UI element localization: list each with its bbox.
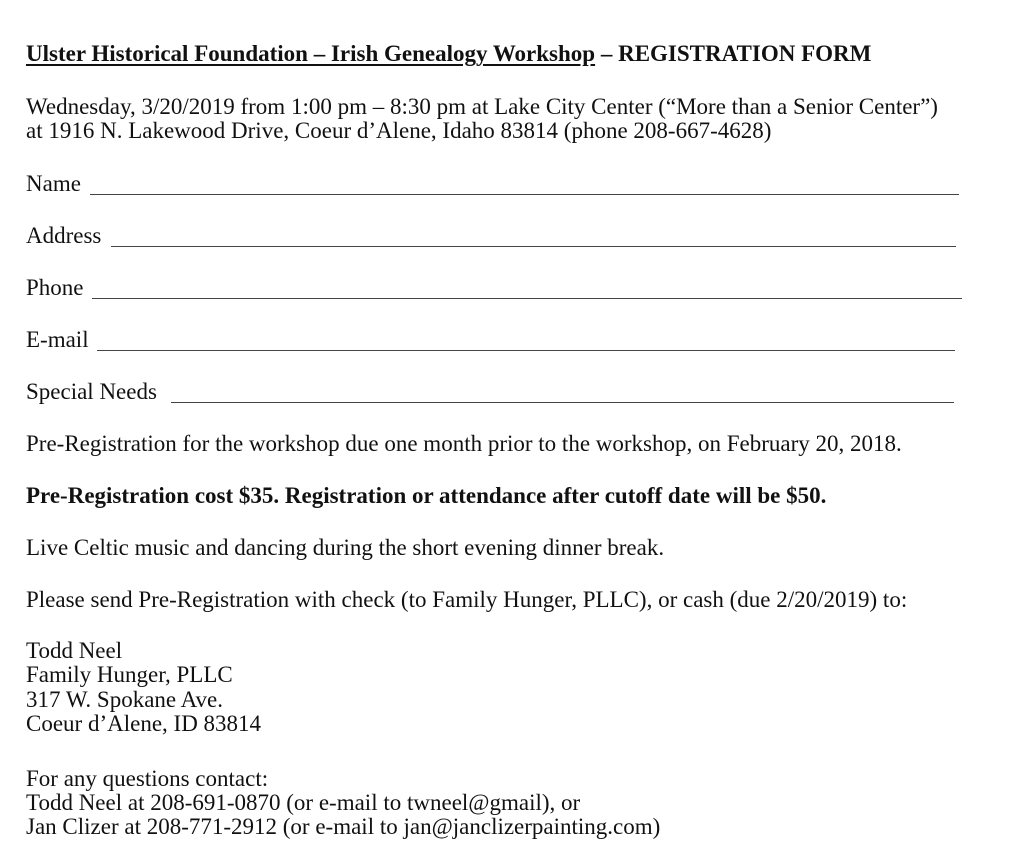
phone-underline: [92, 298, 962, 299]
special-needs-underline: [171, 402, 954, 403]
name-field-row: [26, 172, 966, 198]
special-needs-field-row: [26, 380, 966, 406]
mailing-city: Coeur d’Alene, ID 83814: [26, 711, 262, 736]
contact-jan: Jan Clizer at 208-771-2912 (or e-mail to jan@janclizerpainting.com): [26, 814, 661, 839]
mailing-name: Todd Neel: [26, 638, 123, 663]
contact-todd: Todd Neel at 208-691-0870 (or e-mail to twneel@gmail), or: [26, 790, 581, 815]
special-needs-label: Special Needs: [26, 379, 157, 404]
name-input[interactable]: [90, 171, 959, 193]
address-input[interactable]: [111, 223, 956, 245]
workshop-title: Ulster Historical Foundation – Irish Genealogy Workshop: [26, 41, 596, 66]
mailing-street: 317 W. Spokane Ave.: [26, 687, 223, 712]
phone-label: Phone: [26, 275, 84, 300]
preregistration-due-text: Pre-Registration for the workshop due one month prior to the workshop, on February 20, 2018.: [26, 431, 902, 456]
address-field-row: [26, 224, 966, 250]
phone-field-row: [26, 276, 966, 302]
phone-input[interactable]: [92, 275, 962, 297]
event-details-line1: Wednesday, 3/20/2019 from 1:00 pm – 8:30 pm at Lake City Center (“More than a Senior Center”): [26, 94, 938, 119]
contact-heading: For any questions contact:: [26, 766, 269, 791]
email-field-row: [26, 328, 966, 354]
send-instructions-text: Please send Pre-Registration with check (to Family Hunger, PLLC), or cash (due 2/20/2019) to:: [26, 587, 908, 612]
event-details-line2: at 1916 N. Lakewood Drive, Coeur d’Alene, Idaho 83814 (phone 208-667-4628): [26, 118, 772, 143]
registration-form-label: – REGISTRATION FORM: [595, 41, 872, 66]
email-underline: [97, 350, 955, 351]
form-title: [26, 42, 871, 65]
name-underline: [90, 194, 959, 195]
music-text: Live Celtic music and dancing during the short evening dinner break.: [26, 535, 665, 560]
name-label: Name: [26, 171, 81, 196]
address-underline: [111, 246, 956, 247]
address-label: Address: [26, 223, 102, 248]
email-input[interactable]: [97, 327, 955, 349]
email-label: E-mail: [26, 327, 89, 352]
cost-text: Pre-Registration cost $35. Registration or attendance after cutoff date will be $50.: [26, 483, 827, 508]
mailing-company: Family Hunger, PLLC: [26, 662, 233, 687]
special-needs-input[interactable]: [171, 379, 954, 401]
